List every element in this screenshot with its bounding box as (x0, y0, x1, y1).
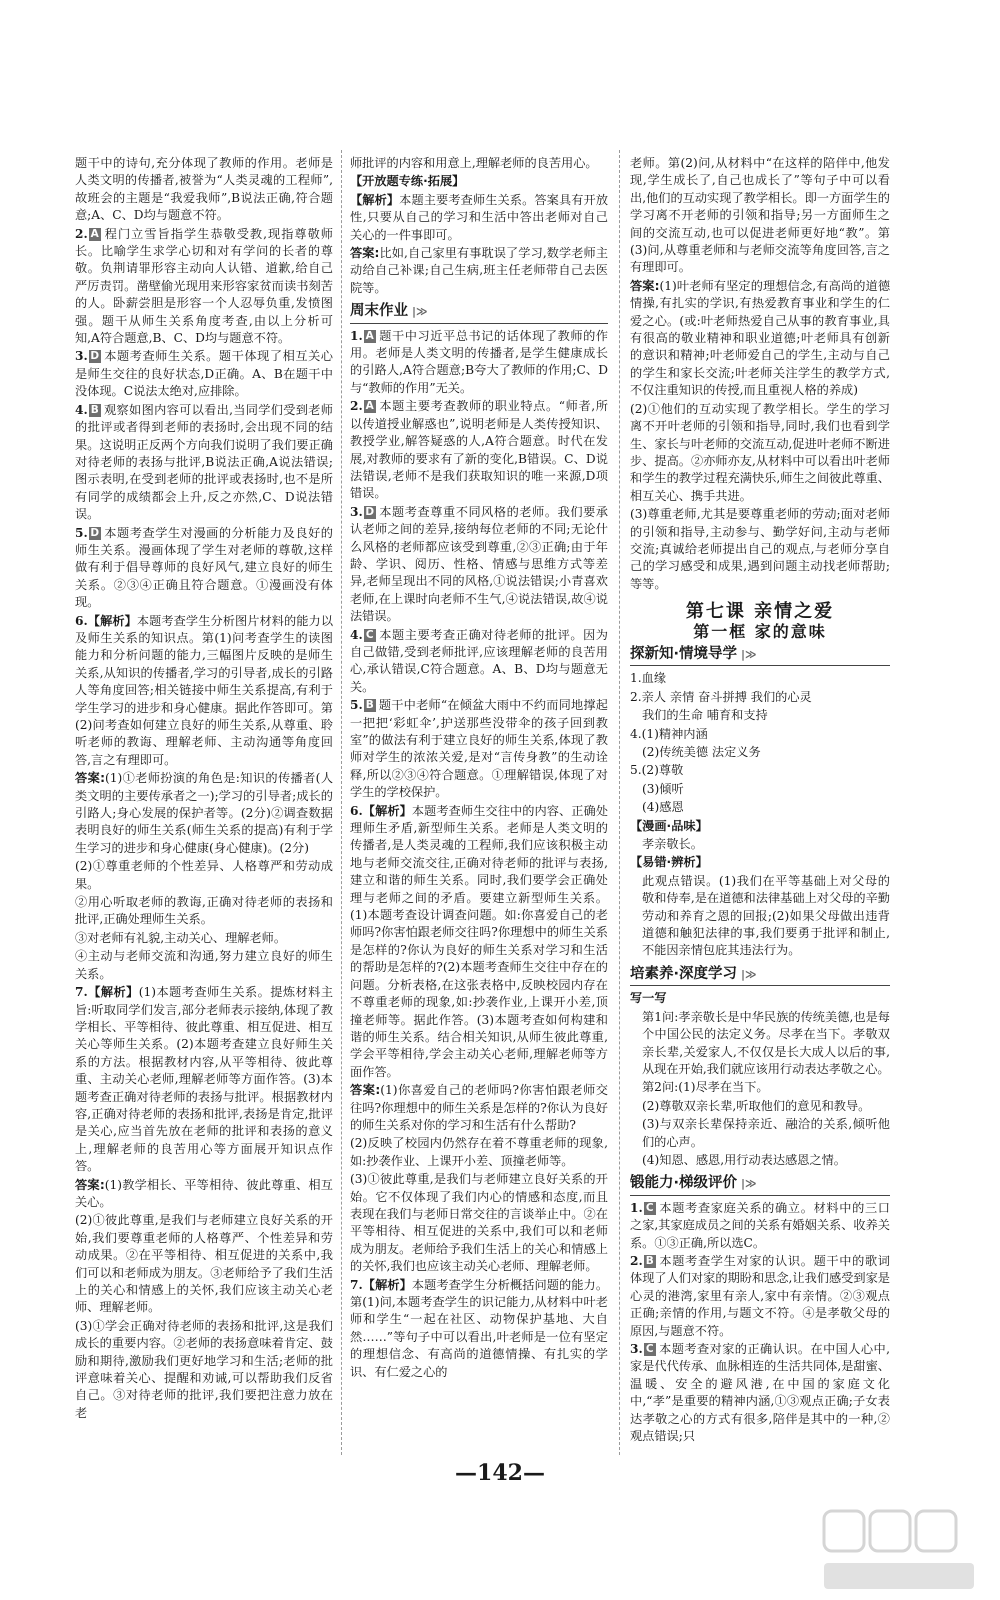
text: 师批评的内容和用意上,理解老师的良苦用心。 (350, 156, 598, 170)
answer-choice-badge: D (365, 505, 375, 518)
question-answer (350, 398, 608, 502)
question-number: 6. (75, 613, 88, 628)
paragraph (630, 836, 890, 853)
watermark-logo (820, 1505, 990, 1595)
paragraph (75, 1318, 333, 1422)
question-number: 3. (75, 349, 88, 364)
text: (1)本题考查师生关系。提炼材料主旨:听取同学们发言,部分老师表示接纳,体现了教学相长、平等相待、彼此尊重、相互促进、相互关心等师生关系。(2)本题考查建立良好师生关系的方法。根据教材内容,从平等相待、彼此尊重、主动关心老师,理解老师等方面作答。(3)本题考查正确对待老师的表扬与批评。根据教材内容,正确对待老师的表扬和批评,表扬是肯定,批评是关心,应当首先放在老师的批评和表扬的意义上,理解老师的良苦用心等方面展开知识点作答。 (75, 985, 333, 1174)
paragraph (75, 155, 333, 225)
text: 我们的生命 哺育和支持 (642, 708, 768, 723)
text: ④主动与老师交流和沟通,努力建立良好的师生关系。 (75, 949, 333, 981)
paragraph (350, 1135, 608, 1170)
paragraph (630, 1098, 890, 1115)
label: 答案: (350, 1083, 381, 1098)
text: 本题考查学生对漫画的分析能力及良好的师生关系。漫画体现了学生对老师的尊敬,这样做有利于倡导尊师的良好风气,建立良好的师生关系。②③④正确且符合题意。①漫画没有体现。 (75, 525, 333, 610)
text: (3)与双亲长辈保持亲近、融洽的关系,倾听他们的心声。 (642, 1117, 890, 1149)
text: (2)反映了校园内仍然存在着不尊重老师的现象,如:抄袭作业、上课开小差、顶撞老师等。 (350, 1136, 608, 1168)
answer-choice-badge: C (364, 629, 376, 642)
question-answer (350, 328, 608, 398)
section-heading (630, 1175, 890, 1195)
answer-choice-badge: B (365, 699, 374, 712)
text: (3)尊重老师,尤其是要尊重老师的劳动;面对老师的引领和指导,主动参与、勤学好问,主动与老师交流;真诚给老师提出自己的观点,与老师分享自己的学习感受和成果,遇到问题主动找老师帮助;等等。 (630, 507, 890, 591)
paragraph (630, 155, 890, 277)
answer-choice-badge: D (90, 526, 100, 539)
paragraph (630, 670, 890, 687)
paragraph (630, 506, 890, 593)
page-number: —142— (455, 1460, 545, 1486)
label: 【解析】 (362, 803, 412, 818)
paragraph (630, 799, 890, 816)
text: (3)①彼此尊重,是我们与老师建立良好关系的开始。它不仅体现了我们内心的情感和态度,而且表现在我们与老师日常交往的言谈举止中。②在平等相待、相互促进的关系中,我们可以和老师成为朋友。老师给予我们生活上的关心和情感上的关怀,我们也应该主动关心老师、理解老师。 (350, 1172, 608, 1274)
paragraph (75, 858, 333, 893)
paragraph (630, 726, 890, 743)
paragraph (75, 930, 333, 947)
column-right (630, 155, 890, 1455)
question-number: 4. (75, 402, 88, 417)
text: 第1问:孝亲敬长是中华民族的传统美德,也是每个中国公民的法定义务。尽孝在当下。孝敬双亲长辈,关爱家人,不仅仅是长大成人以后的事,从现在开始,我们就应该用行动表达孝敬之心。 (642, 1009, 890, 1076)
section-heading-text: 锻能力·梯级评价 (630, 1175, 738, 1192)
column-left (75, 155, 333, 1455)
label: 【解析】 (87, 613, 137, 628)
answer-choice-badge: A (90, 227, 99, 240)
paragraph (630, 744, 890, 761)
paragraph (630, 707, 890, 724)
question-number: 5. (350, 698, 363, 713)
label: 答案: (75, 771, 106, 786)
text: 第2问:(1)尽孝在当下。 (642, 1080, 769, 1095)
question-number: 7. (75, 985, 88, 1000)
question-answer (350, 1277, 608, 1381)
question-number: 3. (350, 504, 363, 519)
text: (2)①他们的互动实现了教学相长。学生的学习离不开叶老师的引领和指导,同时,我们也看到学生、家长与叶老师的交流互动,促进叶老师不断进步、提高。②亦师亦友,从材料中可以看出叶老师和学生的教学过程充满快乐,师生之间彼此尊重、相互关心、携手共进。 (630, 401, 890, 503)
answer-text (630, 278, 890, 400)
frame-title: 第一框 家的意味 (693, 621, 827, 641)
text: 此观点错误。(1)我们在平等基础上对父母的敬和侍奉,是在道德和法律基础上对父母的辛勤劳动和养育之恩的回报;(2)如果父母做出违背道德和触犯法律的事,我们要勇于批评和制止,不能因亲情包庇其违法行为。 (642, 873, 890, 958)
column-middle (350, 155, 608, 1455)
text: 观察如图内容可以看出,当同学们受到老师的批评或者得到老师的表扬时,会出现不同的结果。这说明正反两个方向我们说明了我们要正确对待老师的表扬与批评,B说法正确,A说法错误;图示表明,在受到老师的批评或表扬时,也不是所有同学的成绩都会上升,反之亦然,C、D说法错误。 (75, 402, 333, 522)
question-answer (350, 697, 608, 801)
label: 【解析】 (362, 1277, 412, 1292)
section-heading (350, 303, 608, 323)
text: 1.血缘 (630, 671, 667, 686)
text: 题干中的诗句,充分体现了教师的作用。老师是人类文明的传播者,被誉为“人类灵魂的工程师”,故班会的主题是“我爱我师”,B说法正确,符合题意;A、C、D均与题意不符。 (75, 156, 333, 223)
answer-text (350, 245, 608, 297)
question-answer (630, 1341, 890, 1445)
paragraph (75, 1212, 333, 1316)
section-heading-text: 培素养·深度学习 (630, 965, 738, 982)
section-heading (630, 966, 890, 986)
text: 5.(2)尊敬 (630, 763, 684, 778)
label: 【解析】 (350, 192, 400, 207)
paragraph (350, 1171, 608, 1275)
paragraph (630, 1152, 890, 1169)
answer-choice-badge: B (90, 403, 99, 416)
paragraph (630, 781, 890, 798)
arrow-icon: |≫ (741, 647, 757, 661)
text: 本题考查尊重不同风格的老师。我们要承认老师之间的差异,接纳每位老师的不同;无论什么风格的老师都应该受到尊重,②③正确;由于年龄、学识、阅历、性格、情感与思维方式等差异,老师呈现出不同的风格,①说法错误;小青喜欢老师,在上课时向老师不生气,④说法错误,故④说法错误。 (350, 504, 608, 624)
answer-text (350, 1082, 608, 1134)
arrow-icon: |≫ (741, 1177, 757, 1191)
answer-choice-badge: D (90, 350, 100, 363)
subsection-label: 写一写 (630, 991, 667, 1006)
paragraph (630, 689, 890, 706)
paragraph (630, 873, 890, 960)
column-divider (341, 150, 342, 1455)
text: 题干中老师“在倾盆大雨中不约而同地撑起一把把‘彩虹伞’,护送那些没带伞的孩子回到教室”的做法有利于建立良好的师生关系,体现了教师对学生的浓浓关爱,是对“言传身教”的生动诠释,所以②③④符合题意。①理解错误,体现了对学生的学校保护。 (350, 698, 608, 800)
section-heading-text: 探新知·情境导学 (630, 645, 738, 662)
text: 本题考查师生关系。题干体现了相互关心是师生交往的良好状态,D正确。A、B在题干中没体现。C说法太绝对,应排除。 (75, 349, 333, 399)
paragraph (630, 762, 890, 779)
question-number: 4. (350, 627, 363, 642)
paragraph (350, 192, 608, 244)
arrow-icon: |≫ (412, 305, 428, 319)
arrow-icon: |≫ (741, 967, 757, 981)
text: 本题考查学生对家的认识。题干中的歌词体现了人们对家的期盼和思念,让我们感受到家是心灵的港湾,家里有亲人,家中有亲情。②③观点正确;亲情的作用,与题文不符。④是孝敬父母的原因,与题意不符。 (630, 1253, 890, 1338)
question-number: 5. (75, 525, 88, 540)
subsection-tag: 【开放题专练·拓展】 (350, 174, 465, 189)
paragraph (630, 1009, 890, 1079)
label: 【解析】 (87, 985, 139, 1000)
text: 本题考查对家的正确认识。在中国人心中,家是代代传承、血脉相连的生活共同体,是甜蜜、温暖、安全的避风港,在中国的家庭文化中,“孝”是重要的精神内涵,①③观点正确;子女表达孝敬之心的方式有很多,陪伴是其中的一种,②观点错误;只 (630, 1342, 890, 1444)
question-answer (350, 504, 608, 626)
question-number: 2. (350, 399, 363, 414)
subsection-tag: 【易错·辨析】 (630, 855, 708, 870)
text: (1)教学相长、平等相待、彼此尊重、相互关心。 (75, 1177, 333, 1209)
answer-choice-badge: A (365, 400, 374, 413)
answer-text (75, 770, 333, 857)
text: (1)你喜爱自己的老师吗?你害怕跟老师交往吗?你理想中的师生关系是怎样的?你认为良好的师生关系对你的学习和生活有什么帮助? (350, 1083, 608, 1132)
question-answer (75, 613, 333, 770)
section-heading (630, 646, 890, 666)
question-number: 2. (75, 226, 88, 241)
question-answer (75, 402, 333, 524)
question-answer (630, 1200, 890, 1252)
answer-text (75, 1177, 333, 1212)
question-answer (350, 803, 608, 1082)
text: 本题主要考查正确对待老师的批评。因为自己做错,受到老师批评,应该理解老师的良苦用心,承认错误,C符合题意。A、B、D均与题意无关。 (350, 627, 608, 694)
paragraph (630, 401, 890, 505)
question-number: 1. (350, 328, 363, 343)
label: 答案: (350, 246, 380, 261)
text: 4.(1)精神内涵 (630, 726, 708, 741)
question-answer (75, 226, 333, 348)
answer-choice-badge: A (365, 329, 374, 342)
question-number: 1. (630, 1200, 643, 1215)
text: 2.亲人 亲情 奋斗拼搏 我们的心灵 (630, 689, 812, 704)
section-heading-text: 周末作业 (350, 303, 408, 320)
answer-choice-badge: C (644, 1343, 656, 1356)
question-answer (75, 984, 333, 1175)
question-number: 3. (630, 1342, 643, 1356)
paragraph (350, 155, 608, 172)
paragraph (630, 1116, 890, 1151)
text: 题干中习近平总书记的话体现了教师的作用。老师是人类文明的传播者,是学生健康成长的引路人,A符合题意;B夸大了教师的作用;C、D与“教师的作用”无关。 (350, 328, 608, 395)
text: (3)倾听 (642, 781, 684, 796)
column-divider (619, 150, 620, 1455)
text: (2)①彼此尊重,是我们与老师建立良好关系的开始,我们要尊重老师的人格尊严、个性差异和劳动成果。②在平等相待、相互促进的关系中,我们可以和老师成为朋友。③老师给予了我们生活上的关心和情感上的关怀,我们应该主动关心老师、理解老师。 (75, 1213, 333, 1315)
text: 本题主要考查师生关系。答案具有开放性,只要从自己的学习和生活中答出老师对自己关心的一件事即可。 (350, 192, 608, 242)
text: ③对老师有礼貌,主动关心、理解老师。 (75, 930, 287, 945)
question-answer (75, 348, 333, 400)
text: 孝亲敬长。 (642, 837, 703, 852)
question-number: 7. (350, 1277, 363, 1292)
text: 本题考查家庭关系的确立。材料中的三口之家,其家庭成员之间的关系有婚姻关系、收养关系。①③正确,所以选C。 (630, 1200, 890, 1250)
label: 答案: (75, 1177, 105, 1192)
question-number: 2. (630, 1253, 643, 1268)
lesson-title: 第七课 亲情之爱 (685, 601, 835, 623)
answer-choice-badge: C (644, 1202, 656, 1215)
paragraph (75, 948, 333, 983)
question-answer (630, 1253, 890, 1340)
text: (2)尊敬双亲长辈,听取他们的意见和教导。 (642, 1098, 871, 1113)
text: (4)知恩、感恩,用行动表达感恩之情。 (642, 1152, 846, 1167)
text: (2)①尊重老师的个性差异、人格尊严和劳动成果。 (75, 859, 333, 891)
answer-choice-badge: B (645, 1254, 654, 1267)
label: 答案: (630, 278, 660, 293)
text: 本题考查学生分析图片材料的能力以及师生关系的知识点。第(1)问考查学生的读图能力和分析问题的能力,三幅图片反映的是师生关系,从知识的传播者,学习的引导者,成长的引路人等角度回答;相关链接中师生关系提高,有利于学生学习的进步和身心健康。据此作答即可。第(2)问考查如何建立良好的师生关系,从尊重、聆听老师的教诲、理解老师、主动沟通等角度回答,言之有理即可。 (75, 613, 333, 767)
question-number: 6. (350, 803, 363, 818)
text: 程门立雪旨指学生恭敬受教,现指尊敬师长。比喻学生求学心切和对有学问的长者的尊敬。负荆请罪形容主动向人认错、道歉,给自己严厉责罚。凿壁偷光现用来形容家贫而读书刻苦的人。卧薪尝胆是形容一个人忍辱负重,发愤图强。题干从师生关系角度考查,由以上分析可知,A符合题意,B、C、D均与题意不符。 (75, 226, 333, 346)
text: (4)感恩 (642, 800, 684, 815)
text: (2)传统美德 法定义务 (642, 745, 761, 759)
question-answer (75, 525, 333, 612)
text: 比如,自己家里有事耽误了学习,数学老师主动给自己补课;自己生病,班主任老师带自己去医院等。 (350, 246, 608, 295)
paragraph (75, 894, 333, 929)
text: 本题主要考查教师的职业特点。“师者,所以传道授业解惑也”,说明老师是人类传授知识、教授学业,解答疑惑的人,A符合题意。时代在发展,对教师的要求有了新的变化,B错误。C、D说法错误,老师不是我们获取知识的唯一来源,D项错误。 (350, 399, 608, 501)
text: 老师。第(2)问,从材料中“在这样的陪伴中,他发现,学生成长了,自己也成长了”等句子中可以看出,他们的互动实现了教学相长。即一方面学生的学习离不开老师的引领和指导;另一方面师生之间的交流互动,也可以促进老师更好地“教”。第(3)问,从尊重老师和与老师交流等角度回答,言之有理即可。 (630, 156, 890, 275)
text: (1)①老师扮演的角色是:知识的传播者(人类文明的主要传承者之一);学习的引导者;成长的引路人;身心发展的保护者等。(2分)②调查数据表明良好的师生关系(师生关系的提高)有利于学生学习的进步和身心健康(身心健康)。(2分) (75, 771, 333, 855)
text: (3)①学会正确对待老师的表扬和批评,这是我们成长的重要内容。②老师的表扬意味着肯定、鼓励和期待,激励我们更好地学习和生活;老师的批评意味着关心、提醒和劝诫,可以帮助我们反省自己。③对待老师的批评,我们要把注意力放在老 (75, 1318, 333, 1420)
subsection-tag: 【漫画·品味】 (630, 818, 708, 833)
text: ②用心听取老师的教诲,正确对待老师的表扬和批评,正确处理师生关系。 (75, 895, 333, 927)
question-answer (350, 627, 608, 697)
paragraph (630, 1079, 890, 1096)
text: (1)叶老师有坚定的理想信念,有高尚的道德情操,有扎实的学识,有热爱教育事业和学生的仁爱之心。(或:叶老师热爱自己从事的教育事业,具有很高的敬业精神和职业道德;叶老师具有创新的意识和精神;叶老师爱自己的学生,主动与自己的学生和家长交流;叶老师关注学生的教学方式,不仅注重知识的传授,而且重视人格的养成) (630, 278, 890, 398)
text: 本题考查学生分析概括问题的能力。第(1)问,本题考查学生的识记能力,从材料中叶老师和学生“一起在社区、动物保护基地、大自然……”等句子中可以看出,叶老师是一位有坚定的理想信念、有高尚的道德情操、有扎实的学识、有仁爱之心的 (350, 1277, 608, 1379)
text: 本题考查师生交往中的内容、正确处理师生矛盾,新型师生关系。老师是人类文明的传播者,是人类灵魂的工程师,我们应该积极主动地与老师交流交往,正确对待老师的批评与表扬,建立和谐的师生关系。同时,我们要学会正确处理与老师之间的矛盾。要建立新型师生关系。(1)本题考查设计调查问题。如:你喜爱自己的老师吗?你害怕跟老师交往吗?你理想中的师生关系是怎样的?你认为良好的师生关系对学习和生活的帮助是怎样的?(2)本题考查师生交往中存在的问题。分析表格,在这张表格中,反映校园内存在不尊重老师的现象,如:抄袭作业,上课开小差,顶撞老师等。据此作答。(3)本题考查如何构建和谐的师生关系。结合相关知识,从师生彼此尊重,学会平等相待,学会主动关心老师,理解老师等方面作答。 (350, 803, 608, 1079)
